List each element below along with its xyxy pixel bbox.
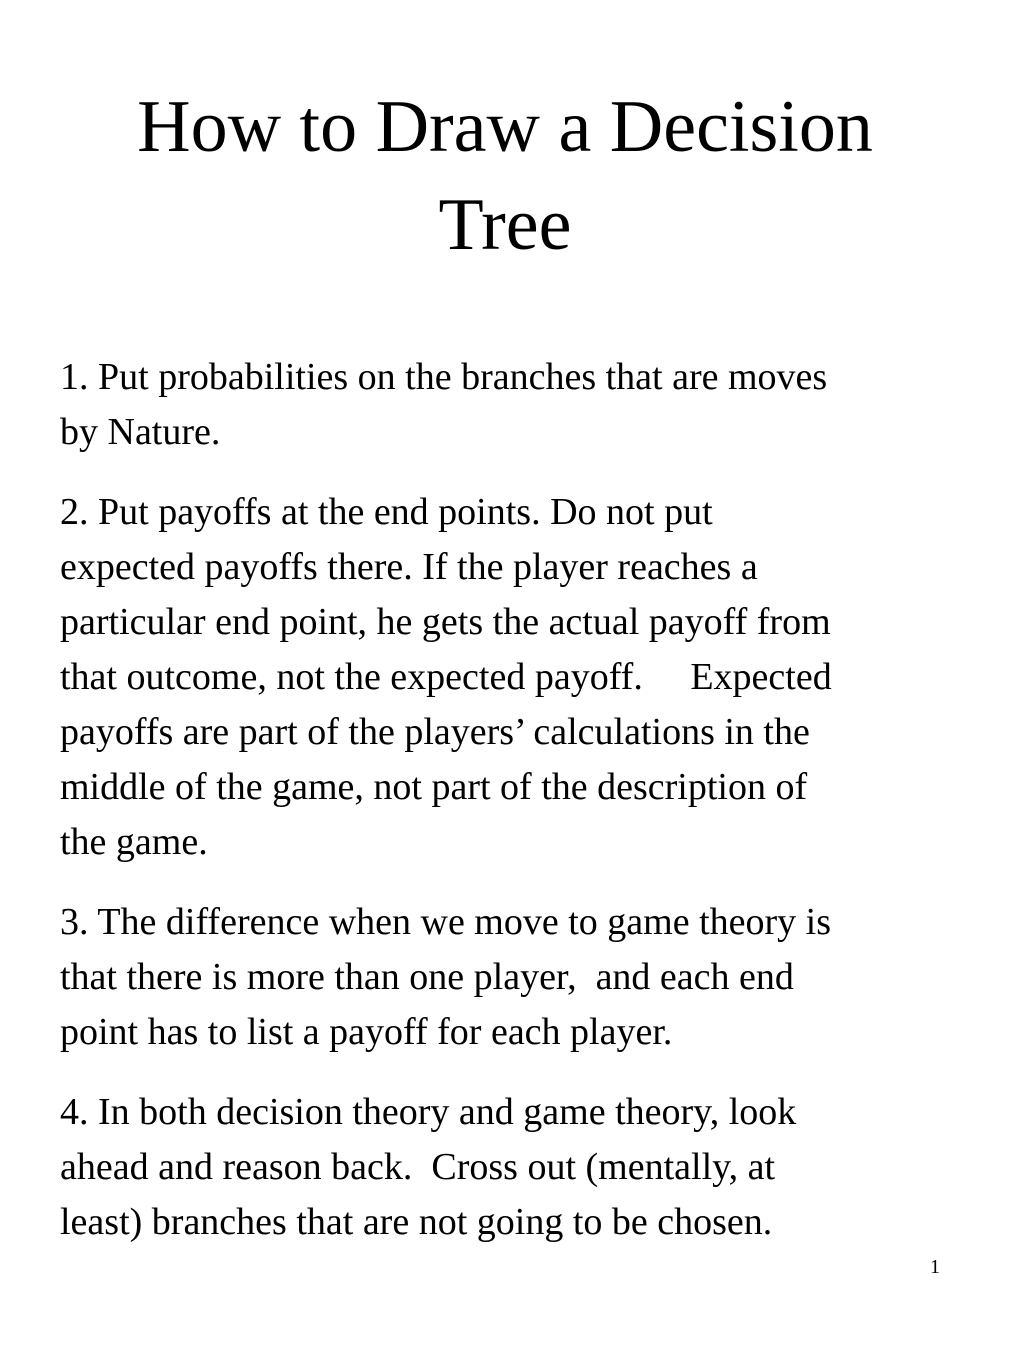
slide-title-line: How to Draw a Decision [137, 86, 873, 168]
slide-body [60, 350, 990, 1250]
paragraph-line: 1. Put probabilities on the branches that are moves [60, 356, 828, 398]
page-number: 1 [930, 1256, 940, 1278]
paragraph-line: the game. [60, 821, 208, 863]
paragraph-line: by Nature. [60, 411, 221, 453]
paragraph-4 [60, 1085, 990, 1250]
paragraph-line: expected payoffs there. If the player reaches a [60, 546, 758, 588]
paragraph-line: middle of the game, not part of the description of [60, 766, 808, 808]
slide-title [60, 78, 950, 274]
slide-title-line: Tree [438, 184, 572, 266]
paragraph-line: ahead and reason back. Cross out (mentally, at [60, 1146, 776, 1188]
paragraph-line: least) branches that are not going to be chosen. [60, 1201, 773, 1243]
paragraph-2 [60, 485, 990, 870]
paragraph-line: point has to list a payoff for each player. [60, 1011, 673, 1053]
paragraph-line: that there is more than one player, and each end [60, 956, 794, 998]
paragraph-line: particular end point, he gets the actual payoff from [60, 601, 831, 643]
paragraph-line: that outcome, not the expected payoff. Expected [60, 656, 832, 698]
paragraph-line: 3. The difference when we move to game theory is [60, 901, 832, 943]
paragraph-line: 4. In both decision theory and game theory, look [60, 1091, 797, 1133]
paragraph-3 [60, 895, 990, 1060]
paragraph-line: payoffs are part of the players’ calculations in the [60, 711, 810, 753]
paragraph-line: 2. Put payoffs at the end points. Do not put [60, 491, 713, 533]
paragraph-1 [60, 350, 990, 460]
